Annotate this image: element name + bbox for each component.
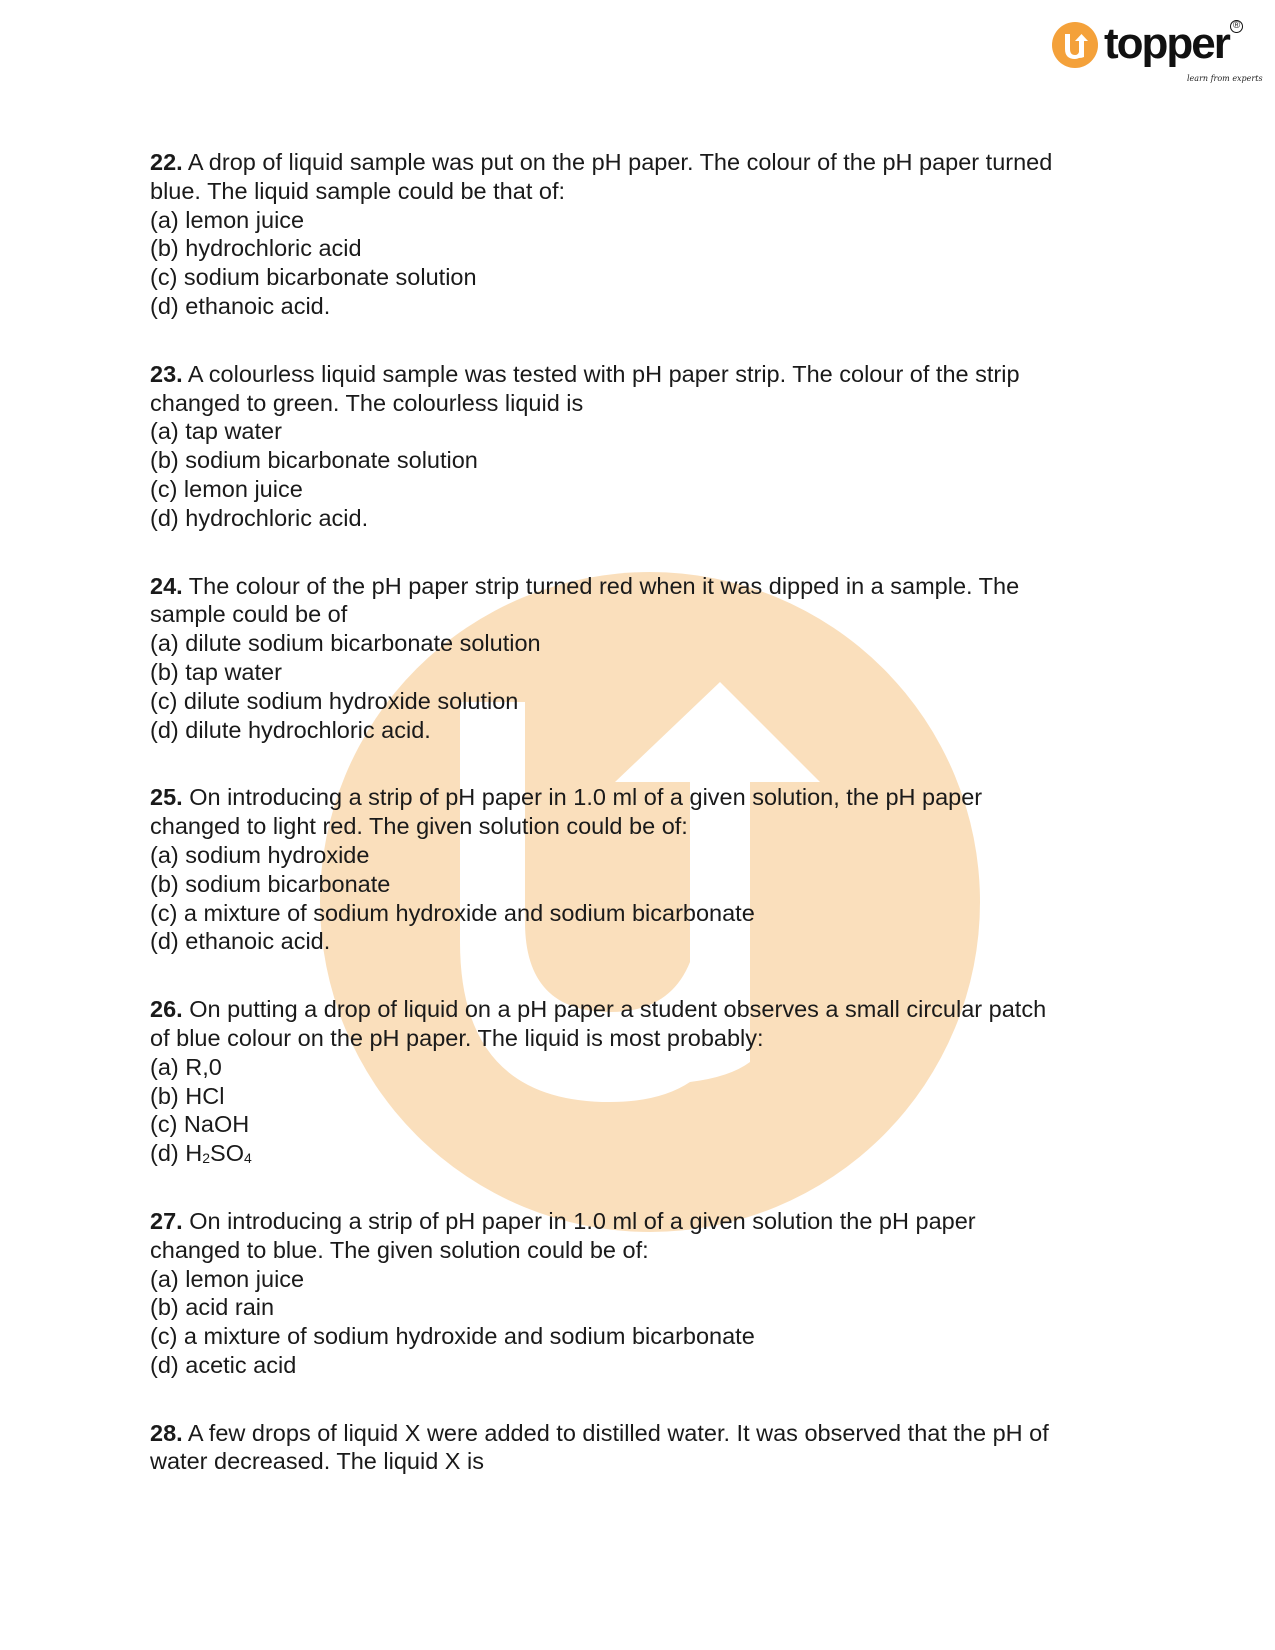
question-text: water decreased. The liquid X is xyxy=(150,1448,484,1475)
option-b: (b) sodium bicarbonate solution xyxy=(150,447,478,474)
question-number: 24. xyxy=(150,572,183,599)
option-a: (a) sodium hydroxide xyxy=(150,841,370,868)
option-b: (b) sodium bicarbonate xyxy=(150,870,391,897)
option-a: (a) tap water xyxy=(150,418,282,445)
question-number: 28. xyxy=(150,1419,183,1446)
questions-list xyxy=(150,148,1150,1515)
option-d: (d) dilute hydrochloric acid. xyxy=(150,716,431,743)
question-text: changed to blue. The given solution could be of: xyxy=(150,1236,649,1263)
topper-logo[interactable] xyxy=(1052,18,1263,83)
option-c: (c) dilute sodium hydroxide solution xyxy=(150,687,519,714)
option-c: (c) a mixture of sodium hydroxide and sodium bicarbonate xyxy=(150,899,755,926)
option-b: (b) acid rain xyxy=(150,1294,275,1321)
question-text: sample could be of xyxy=(150,601,348,628)
question-25 xyxy=(150,783,1150,956)
question-text: changed to light red. The given solution could be of: xyxy=(150,813,688,840)
option-a: (a) lemon juice xyxy=(150,1265,305,1292)
question-24 xyxy=(150,572,1150,745)
question-number: 25. xyxy=(150,784,183,811)
logo-u-icon xyxy=(1052,22,1098,68)
option-a: (a) lemon juice xyxy=(150,206,305,233)
question-23 xyxy=(150,360,1150,533)
option-b: (b) hydrochloric acid xyxy=(150,235,362,262)
question-text: blue. The liquid sample could be that of: xyxy=(150,177,566,204)
question-text: 25. On introducing a strip of pH paper in 1.0 ml of a given solution, the pH paper xyxy=(150,784,983,811)
option-b: (b) HCl xyxy=(150,1082,225,1109)
logo-wordmark: topper xyxy=(1104,19,1229,68)
option-c: (c) sodium bicarbonate solution xyxy=(150,264,477,291)
option-c: (c) lemon juice xyxy=(150,475,303,502)
option-c: (c) a mixture of sodium hydroxide and sodium bicarbonate xyxy=(150,1323,755,1350)
question-27 xyxy=(150,1207,1150,1380)
option-a: (a) R,0 xyxy=(150,1053,222,1080)
question-26 xyxy=(150,995,1150,1168)
option-c: (c) NaOH xyxy=(150,1111,250,1138)
question-28 xyxy=(150,1419,1150,1477)
registered-mark: ® xyxy=(1230,20,1243,33)
option-d: (d) acetic acid xyxy=(150,1351,297,1378)
option-b: (b) tap water xyxy=(150,658,282,685)
question-number: 27. xyxy=(150,1207,183,1234)
question-number: 26. xyxy=(150,996,183,1023)
question-text: of blue colour on the pH paper. The liquid is most probably: xyxy=(150,1024,764,1051)
question-text: 23. A colourless liquid sample was tested with pH paper strip. The colour of the strip xyxy=(150,360,1020,387)
question-text: 24. The colour of the pH paper strip turned red when it was dipped in a sample. The xyxy=(150,572,1020,599)
question-number: 22. xyxy=(150,149,183,175)
question-text: 27. On introducing a strip of pH paper in 1.0 ml of a given solution the pH paper xyxy=(150,1207,976,1234)
option-d: (d) $H_2SO_4$ xyxy=(150,1140,252,1167)
question-22 xyxy=(150,148,1150,321)
question-text: 28. A few drops of liquid X were added to distilled water. It was observed that the pH of xyxy=(150,1419,1049,1446)
question-number: 23. xyxy=(150,360,183,387)
question-text: 22. A drop of liquid sample was put on the pH paper. The colour of the pH paper turned xyxy=(150,149,1053,175)
option-d: (d) hydrochloric acid. xyxy=(150,504,369,531)
logo-tagline: learn from experts xyxy=(1187,74,1263,83)
option-d: (d) ethanoic acid. xyxy=(150,292,331,319)
question-text: 26. On putting a drop of liquid on a pH paper a student observes a small circular patch xyxy=(150,996,1047,1023)
question-text: changed to green. The colourless liquid is xyxy=(150,389,584,416)
option-a: (a) dilute sodium bicarbonate solution xyxy=(150,630,541,657)
option-d: (d) ethanoic acid. xyxy=(150,928,331,955)
